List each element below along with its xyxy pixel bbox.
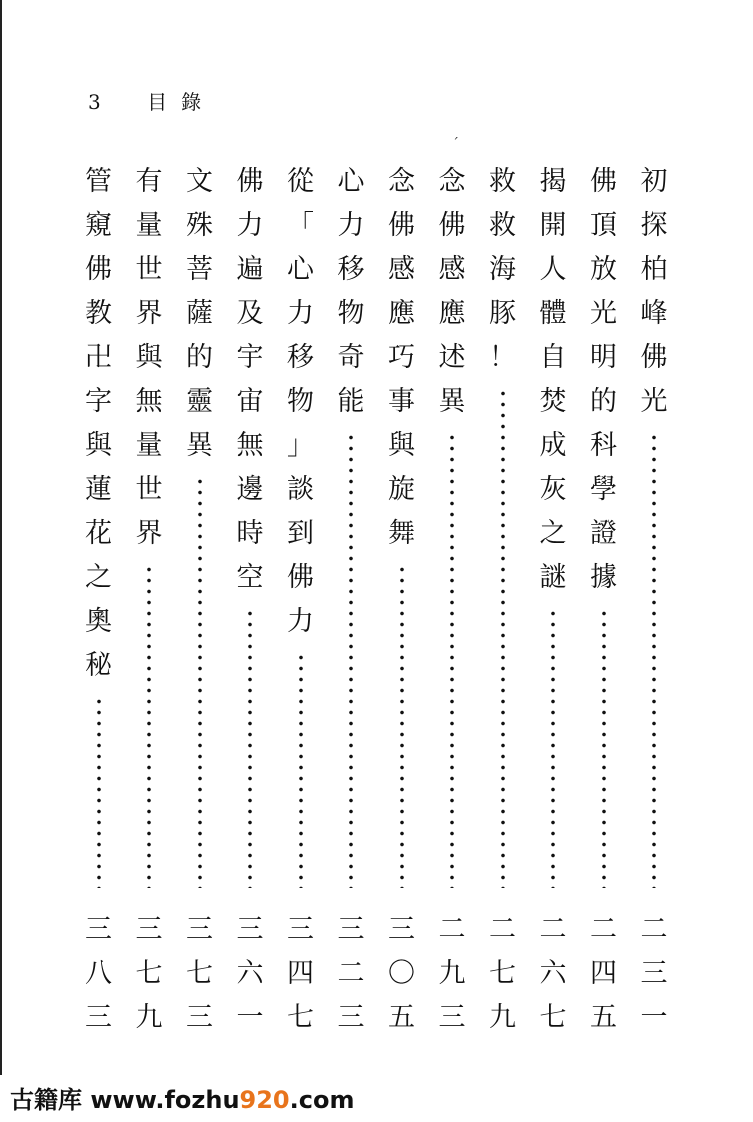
site-url-suffix: .com <box>289 1086 355 1114</box>
toc-entry-page: 三 七 九 <box>135 914 163 1033</box>
dot-leader <box>400 564 404 888</box>
dot-leader <box>299 652 303 888</box>
toc-entry-page: 三 六 一 <box>236 914 264 1033</box>
toc-entry-title: 念 佛 感 應 述 異 <box>438 166 466 417</box>
dot-leader <box>97 696 101 888</box>
toc-entry-title: 有 量 世 界 與 無 量 世 界 <box>135 166 163 549</box>
dot-leader <box>652 432 656 888</box>
site-url-prefix: www.fozhu <box>90 1086 240 1114</box>
toc-entry-page: 三 〇 五 <box>388 914 415 1033</box>
toc-entry-page: 二 四 五 <box>590 914 617 1033</box>
toc-entry-page: 二 三 一 <box>640 914 668 1033</box>
site-url-number: 920 <box>239 1086 290 1114</box>
dot-leader <box>501 388 505 888</box>
watermark-footer <box>10 1080 354 1115</box>
toc-entry-title: 揭 開 人 體 自 焚 成 灰 之 謎 <box>539 166 567 593</box>
toc-entry-title: 心 力 移 物 奇 能 <box>337 166 365 417</box>
toc-entry-title: 佛 力 遍 及 宇 宙 無 邊 時 空 <box>236 166 264 593</box>
dot-leader <box>198 476 202 888</box>
toc-entry-title: 管 窺 佛 教 卍 字 與 蓮 花 之 奧 秘 <box>85 166 112 681</box>
dot-leader <box>147 564 151 888</box>
toc-entry-title: 佛 頂 放 光 明 的 科 學 證 據 <box>590 166 617 593</box>
dot-leader <box>450 432 454 888</box>
toc-entry-page: 二 七 九 <box>489 914 516 1033</box>
toc-entry-title: 救 救 海 豚 ！ <box>489 166 516 373</box>
dot-leader <box>248 608 252 888</box>
dot-leader <box>349 432 353 888</box>
dot-leader <box>551 608 555 888</box>
toc-entry-page: 二 九 三 <box>438 914 466 1033</box>
site-name: 古籍库 <box>10 1086 82 1114</box>
toc-entry-page: 三 八 三 <box>85 914 112 1033</box>
toc-entry-title: 從 「 心 力 移 物 」 談 到 佛 力 <box>287 166 314 637</box>
section-title: 目錄 <box>147 90 216 114</box>
toc-entry-page: 三 二 三 <box>337 914 365 1033</box>
toc-entry-title: 念 佛 感 應 巧 事 與 旋 舞 <box>388 166 415 549</box>
toc-entry-title: 初 探 柏 峰 佛 光 <box>640 166 668 417</box>
toc-entry-page: 二 六 七 <box>539 914 567 1033</box>
toc-entry-title: 文 殊 菩 薩 的 靈 異 <box>186 166 213 461</box>
toc-entry-page: 三 四 七 <box>287 914 314 1033</box>
margin-mark: ˊ <box>452 136 459 152</box>
page-number: 3 <box>88 90 115 114</box>
dot-leader <box>602 608 606 888</box>
toc-entry-page: 三 七 三 <box>186 914 213 1033</box>
